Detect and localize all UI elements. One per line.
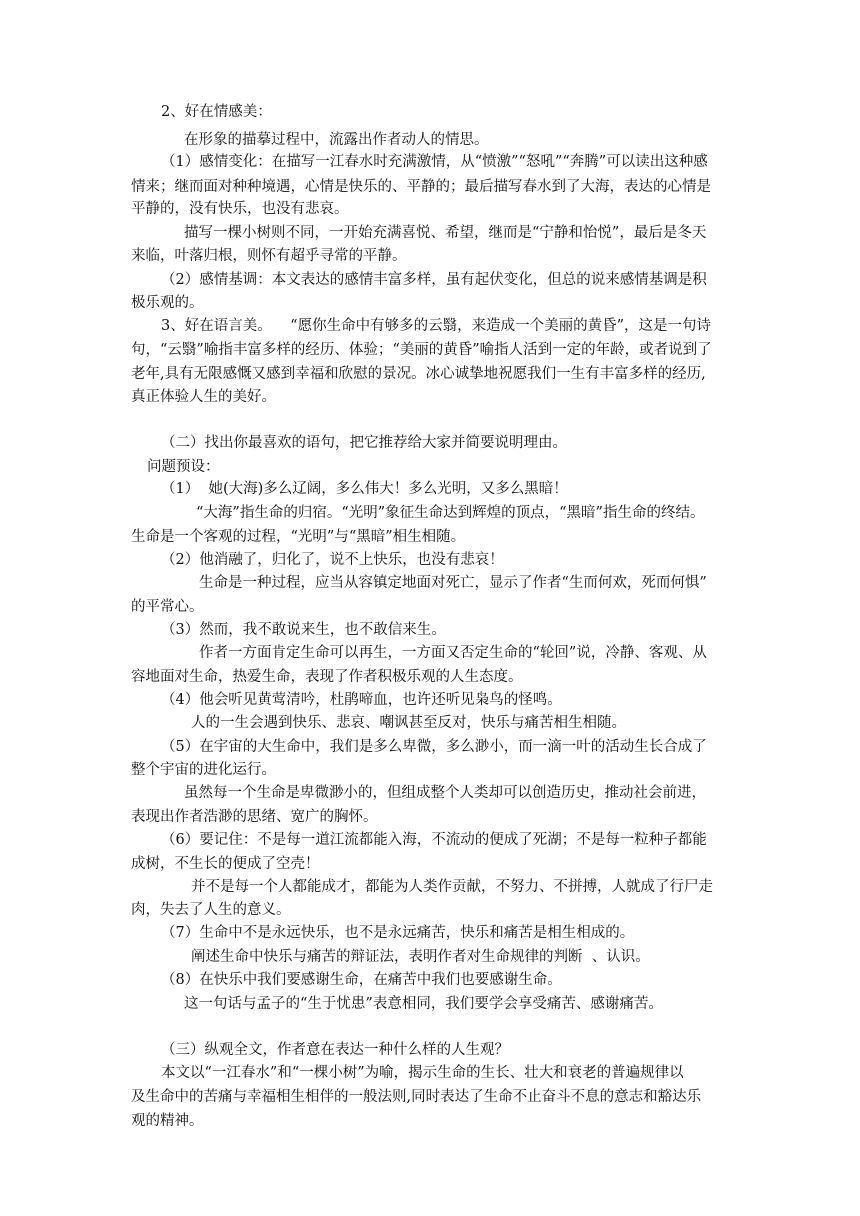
- paragraph-line: 真正体验人生的美好。: [131, 389, 276, 405]
- paragraph-line: 作者一方面肯定生命可以再生，一方面又否定生命的“轮回”说，冷静、客观、从: [199, 645, 707, 661]
- quote-line: （6）要记住：不是每一道江流都能入海，不流动的便成了死湖；不是每一粒种子都能: [161, 832, 707, 848]
- paragraph-line: 并不是每一个人都能成才，都能为人类作贡献，不努力、不拼搏，人就成了行尸走: [191, 879, 713, 895]
- paragraph-line: 情来；继而面对种种境遇，心情是快乐的、平静的；最后描写春水到了大海，表达的心情是: [131, 179, 711, 195]
- paragraph-line: 本文以“一江春水”和“一棵小树”为喻，揭示生命的生长、壮大和衰老的普遍规律以: [161, 1065, 684, 1081]
- paragraph-line: 老年,具有无限感慨又感到幸福和欣慰的景况。冰心诚挚地祝愿我们一生有丰富多样的经历,: [131, 366, 706, 382]
- quote-line: （3）然而，我不敢说来生，也不敢信来生。: [161, 622, 446, 638]
- paragraph-line: 的平常心。: [131, 599, 204, 615]
- paragraph-line: 问题预设：: [147, 459, 220, 475]
- paragraph-line: 及生命中的苦痛与幸福相生相伴的一般法则,同时表达了生命不止奋斗不息的意志和豁达乐: [131, 1089, 702, 1105]
- paragraph-line: 成树，不生长的便成了空壳！: [131, 856, 320, 872]
- paragraph-line: 这一句话与孟子的“生于忧患”表意相同，我们要学会享受痛苦、感谢痛苦。: [184, 996, 663, 1012]
- quote-line: （8）在快乐中我们要感谢生命，在痛苦中我们也要感谢生命。: [161, 972, 562, 988]
- quote-line: （1） 她(大海)多么辽阔，多么伟大！多么光明，又多么黑暗！: [161, 481, 568, 497]
- paragraph-line: “大海”指生命的归宿。“光明”象征生命达到辉煌的顶点，“黑暗”指生命的终结。: [196, 505, 705, 521]
- paragraph-line: 虽然每一个生命是卑微渺小的，但组成整个人类却可以创造历史，推动社会前进，: [184, 785, 706, 801]
- paragraph-line: 生命是一种过程，应当从容镇定地面对死亡，显示了作者“生而何欢，死而何惧”: [199, 575, 707, 591]
- quote-line: （7）生命中不是永远快乐，也不是永远痛苦，快乐和痛苦是相生相成的。: [161, 925, 635, 941]
- paragraph-line: 表现出作者浩渺的思绪、宽广的胸怀。: [131, 809, 378, 825]
- section-heading-outlook-on-life: （三）纵观全文，作者意在表达一种什么样的人生观？: [161, 1042, 509, 1058]
- paragraph-line: （2）感情基调：本文表达的感情丰富多样，虽有起伏变化，但总的说来感情基调是积: [161, 272, 707, 288]
- paragraph-line: 来临，叶落归根，则怀有超乎寻常的平静。: [131, 248, 407, 264]
- paragraph-line: 极乐观的。: [131, 295, 204, 311]
- paragraph-line: 观的精神。: [131, 1113, 204, 1129]
- paragraph-line: 句，“云翳”喻指丰富多样的经历、体验；“美丽的黄昏”喻指人活到一定的年龄，或者说到了: [131, 342, 712, 358]
- paragraph-line: 阐述生命中快乐与痛苦的辩证法，表明作者对生命规律的判断 、认识。: [191, 949, 650, 965]
- paragraph-line: 容地面对生命，热爱生命，表现了作者积极乐观的人生态度。: [131, 669, 523, 685]
- paragraph-line: 平静的，没有快乐，也没有悲哀。: [131, 201, 349, 217]
- heading-language-beauty: 3、好在语言美。 “愿你生命中有够多的云翳，来造成一个美丽的黄昏”，这是一句诗: [161, 318, 711, 334]
- quote-line: （2）他消融了，归化了，说不上快乐，也没有悲哀！: [161, 552, 504, 568]
- paragraph-line: 在形象的描摹过程中，流露出作者动人的情思。: [184, 132, 489, 148]
- paragraph-line: 描写一棵小树则不同，一开始充满喜悦、希望，继而是“宁静和怡悦”，最后是冬天: [184, 225, 707, 241]
- heading-emotion-beauty: 2、好在情感美：: [161, 104, 272, 120]
- paragraph-line: 人的一生会遇到快乐、悲哀、嘲讽甚至反对，快乐与痛苦相生相随。: [191, 715, 626, 731]
- quote-line: （4）他会听见黄莺清吟，杜鹃啼血，也许还听见枭鸟的怪鸣。: [161, 692, 562, 708]
- paragraph-line: 整个宇宙的进化运行。: [131, 762, 276, 778]
- paragraph-line: 肉，失去了人生的意义。: [131, 902, 291, 918]
- paragraph-line: 生命是一个客观的过程，“光明”与“黑暗”相生相随。: [131, 529, 466, 545]
- quote-line: （5）在宇宙的大生命中，我们是多么卑微，多么渺小，而一滴一叶的活动生长合成了: [161, 739, 707, 755]
- paragraph-line: （1）感情变化：在描写一江春水时充满激情，从“愤激”“怒吼”“奔腾”可以读出这种感: [161, 154, 708, 170]
- section-heading-favorite-sentences: （二）找出你最喜欢的语句，把它推荐给大家并简要说明理由。: [161, 435, 567, 451]
